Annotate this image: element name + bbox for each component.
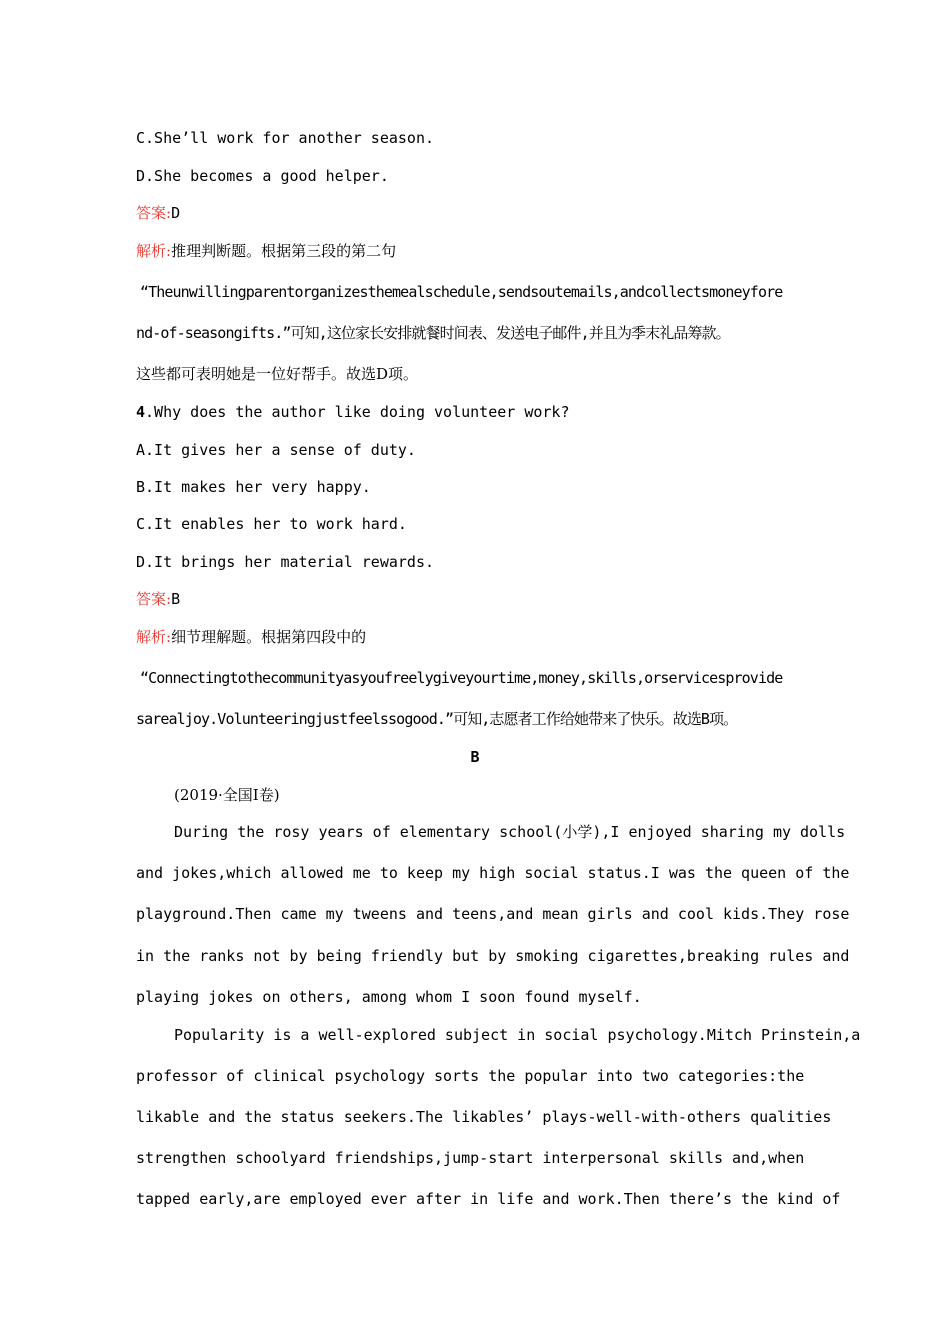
answer-value: B	[171, 590, 181, 608]
paragraph-2-line-5: tapped early,are employed ever after in life and work.Then there’s the kind of	[136, 1190, 841, 1208]
analysis-text: 推理判断题。根据第三段的第二句	[171, 242, 397, 260]
q4-option-b: B.It makes her very happy.	[136, 478, 371, 496]
paragraph-2-line-1: Popularity is a well-explored subject in social psychology.Mitch Prinstein,a	[174, 1026, 861, 1044]
section-source: (2019·全国Ⅰ卷)	[174, 786, 280, 804]
answer-label: 答案:	[136, 590, 172, 608]
paragraph-1-line-1: During the rosy years of elementary school(小学),I enjoyed sharing my dolls	[174, 823, 846, 841]
q4-analysis	[136, 627, 366, 647]
analysis-label: 解析:	[136, 242, 172, 260]
paragraph-1-line-3: playground.Then came my tweens and teens,and mean girls and cool kids.They rose	[136, 905, 850, 923]
q3-answer	[136, 203, 180, 223]
paragraph-2-line-2: professor of clinical psychology sorts the popular into two categories:the	[136, 1067, 805, 1085]
q4-option-a: A.It gives her a sense of duty.	[136, 441, 416, 459]
q3-option-d: D.She becomes a good helper.	[136, 167, 389, 185]
q4-analysis-line-3: sarealjoy.Volunteeringjustfeelssogood.”可知,志愿者工作给她带来了快乐。故选B项。	[136, 710, 738, 728]
q4-analysis-line-2: “Connectingtothecommunityasyoufreelygiveyourtime,money,skills,orservicesprovide	[140, 669, 783, 687]
q3-analysis-line-2: “Theunwillingparentorganizesthemealschedule,sendsoutemails,andcollectsmoneyfore	[140, 283, 783, 301]
answer-value: D	[171, 204, 181, 222]
paragraph-1-line-5: playing jokes on others, among whom I soon found myself.	[136, 988, 642, 1006]
question-text: .Why does the author like doing volunteer work?	[145, 403, 570, 421]
q3-analysis	[136, 241, 396, 261]
q4-question	[136, 402, 569, 422]
paragraph-1-line-2: and jokes,which allowed me to keep my high social status.I was the queen of the	[136, 864, 850, 882]
paragraph-1-line-4: in the ranks not by being friendly but by smoking cigarettes,breaking rules and	[136, 947, 850, 965]
q4-option-c: C.It enables her to work hard.	[136, 515, 407, 533]
answer-label: 答案:	[136, 204, 172, 222]
q3-analysis-line-3: nd-of-seasongifts.”可知,这位家长安排就餐时间表、发送电子邮件,并且为季末礼品筹款。	[136, 324, 730, 342]
paragraph-2-line-3: likable and the status seekers.The likables’ plays-well-with-others qualities	[136, 1108, 832, 1126]
paragraph-2-line-4: strengthen schoolyard friendships,jump-start interpersonal skills and,when	[136, 1149, 805, 1167]
q3-option-c: C.She’ll work for another season.	[136, 129, 435, 147]
analysis-text: 细节理解题。根据第四段中的	[171, 628, 367, 646]
q4-answer	[136, 589, 180, 609]
analysis-label: 解析:	[136, 628, 172, 646]
q4-option-d: D.It brings her material rewards.	[136, 553, 435, 571]
section-heading: B	[470, 748, 480, 766]
question-number: 4	[136, 403, 146, 421]
q3-analysis-line-4: 这些都可表明她是一位好帮手。故选D项。	[136, 365, 419, 383]
